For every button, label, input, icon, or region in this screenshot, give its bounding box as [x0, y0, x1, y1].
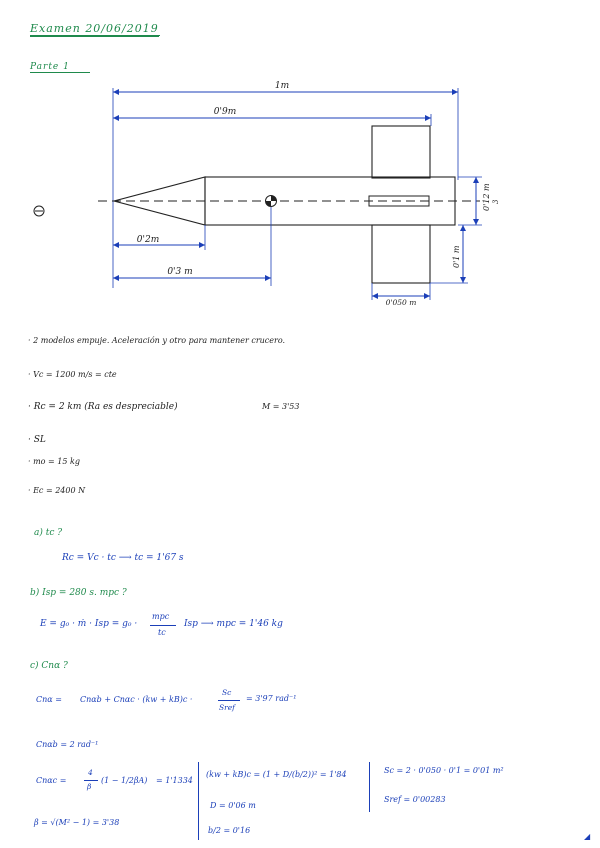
dim-small-label: 3 — [492, 199, 500, 204]
question-c-cnac-lhs: Cnαc = — [36, 776, 67, 785]
question-b-label: b) Isp = 280 s. mpc ? — [30, 588, 127, 598]
question-c-cnac-bar — [84, 780, 98, 781]
question-c-eq-mid: Cnαb + Cnαc · (kw + kB)c · — [80, 695, 193, 704]
section-label: Parte 1 — [30, 62, 70, 72]
question-c-frac-den: Sref — [219, 703, 235, 712]
given-3: · Rc = 2 km (Ra es despreciable) — [28, 402, 178, 412]
dim-tube-height-label: 0'12 m — [482, 183, 491, 211]
question-b-frac-bar — [150, 625, 176, 626]
given-1: · 2 modelos empuje. Aceleración y otro para mantener crucero. — [28, 336, 286, 345]
question-c-eq-lhs: Cnα = — [36, 695, 62, 704]
corner-mark: ◢ — [584, 832, 591, 841]
question-b-frac-den: tc — [158, 628, 166, 637]
given-5: · mo = 15 kg — [28, 457, 80, 466]
given-3-mach: M = 3'53 — [262, 402, 300, 411]
question-c-half-span: b/2 = 0'16 — [208, 826, 251, 835]
question-c-sc: Sc = 2 · 0'050 · 0'1 = 0'01 m² — [384, 766, 504, 775]
question-c-eq-rhs: = 3'97 rad⁻¹ — [246, 694, 297, 703]
question-c-cnac-paren: (1 − 1/2βA) — [101, 776, 148, 785]
question-c-sref: Sref = 0'00283 — [384, 795, 446, 804]
dim-fin-height-label: 0'1 m — [452, 245, 461, 268]
column-separator-1 — [198, 762, 199, 840]
given-6: · Ec = 2400 N — [28, 486, 86, 495]
question-c-beta: β = √(M² − 1) = 3'38 — [34, 818, 120, 827]
question-c-kwkb: (kw + kB)c = (1 + D/(b/2))² = 1'84 — [206, 770, 347, 779]
question-c-label: c) Cnα ? — [30, 661, 68, 671]
given-4: · SL — [28, 435, 46, 445]
question-c-cnac-den: β — [87, 782, 92, 791]
column-separator-2 — [369, 762, 370, 812]
fin-top — [372, 126, 430, 178]
dim-cg-label: 0'3 m — [167, 267, 193, 277]
dim-fin-chord-label: 0'050 m — [385, 298, 417, 307]
dim-total-label: 1m — [274, 81, 290, 91]
question-c-cnac-rhs: = 1'1334 — [156, 776, 193, 785]
rocket-diagram — [0, 60, 600, 380]
question-c-frac-num: Sc — [222, 688, 232, 697]
fin-bottom — [372, 225, 430, 283]
question-b-eq-lhs: E = g₀ · ṁ · Isp = g₀ · — [40, 619, 138, 629]
exam-title: Examen 20/06/2019 — [30, 22, 159, 35]
title-underline — [30, 35, 160, 36]
dim-body-label: 0'9m — [213, 107, 237, 117]
question-c-diameter: D = 0'06 m — [210, 801, 256, 810]
question-a-label: a) tc ? — [34, 528, 63, 538]
question-b-frac-num: mpc — [152, 612, 170, 621]
question-c-frac-bar — [218, 700, 240, 701]
given-2: · Vc = 1200 m/s = cte — [28, 370, 117, 379]
question-a-equation: Rc = Vc · tc ⟶ tc = 1'67 s — [62, 553, 184, 563]
question-b-eq-rhs: Isp ⟶ mpc = 1'46 kg — [184, 619, 283, 629]
dim-nose-label: 0'2m — [136, 235, 160, 245]
question-c-cnab: Cnαb = 2 rad⁻¹ — [36, 740, 99, 749]
question-c-cnac-num: 4 — [88, 768, 93, 777]
